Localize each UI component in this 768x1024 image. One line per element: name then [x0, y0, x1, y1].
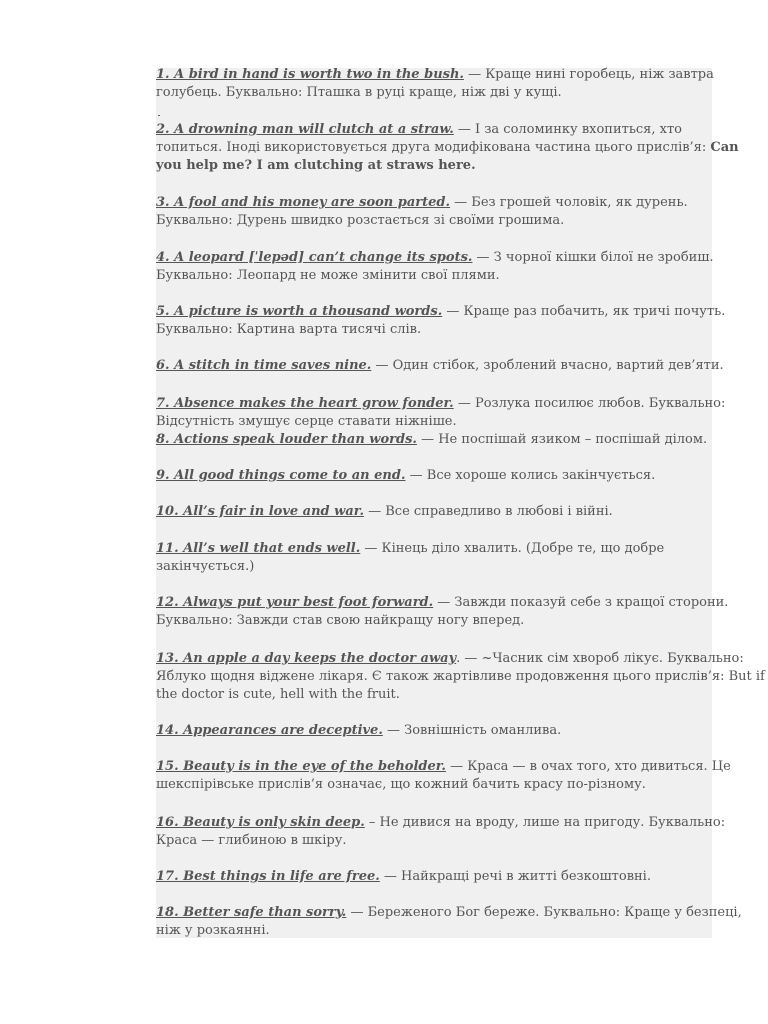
proverb-en: 6. A stitch in time saves nine.	[156, 358, 372, 373]
proverb-ua-cont: Відсутність змушує серце ставати ніжніше.	[156, 414, 457, 429]
proverb-en: 10. All’s fair in love and war.	[156, 504, 364, 519]
proverb-ua: — З чорної кішки білої не зробиш.	[472, 250, 714, 265]
stray-mark	[158, 115, 160, 116]
proverb-4	[156, 249, 712, 285]
proverb-8	[156, 431, 712, 449]
proverb-ua: — Все хороше колись закінчується.	[405, 468, 656, 483]
proverb-3	[156, 194, 712, 230]
proverb-en: 15. Beauty is in the eye of the beholder.	[156, 759, 446, 774]
proverb-en: 17. Best things in life are free.	[156, 869, 380, 884]
proverb-ua-cont2: the doctor is cute, hell with the fruit.	[156, 687, 400, 702]
proverb-en: 18. Better safe than sorry.	[156, 905, 347, 920]
proverb-11	[156, 540, 712, 576]
proverb-ua: — Не поспішай язиком – поспішай ділом.	[416, 432, 708, 447]
proverb-en: 14. Appearances are deceptive.	[156, 723, 383, 738]
proverb-ua: — Розлука посилює любов. Буквально:	[453, 396, 726, 411]
proverb-ua: — Все справедливо в любові і війні.	[363, 504, 613, 519]
proverb-6	[156, 357, 724, 375]
proverb-ua: — Найкращі речі в житті безкоштовні.	[379, 869, 651, 884]
proverb-ua-cont: Буквально: Дурень швидко розстається зі своїми грошима.	[156, 213, 565, 228]
proverb-en: 3. A fool and his money are soon parted.	[156, 195, 451, 210]
proverb-ua: — Завжди показуй себе з кращої сторони.	[433, 595, 729, 610]
proverb-12	[156, 594, 729, 630]
proverb-ua-cont: Яблуко щодня віджене лікаря. Є також жартівливе продовження цього прислів’я: But if	[156, 669, 765, 684]
proverb-15	[156, 758, 731, 794]
proverb-en: 11. All’s well that ends well.	[156, 541, 361, 556]
proverb-16	[156, 814, 726, 850]
proverb-5	[156, 303, 726, 339]
proverb-ua-cont: закінчується.)	[156, 559, 255, 574]
proverb-ua: — Краще раз побачить, як тричі почуть.	[442, 304, 726, 319]
proverb-ua-cont: Буквально: Леопард не може змінити свої плями.	[156, 268, 500, 283]
proverb-en: 16. Beauty is only skin deep.	[156, 815, 365, 830]
proverb-ua: — Кінець діло хвалить. (Добре те, що добре	[360, 541, 665, 556]
proverb-en: 1. A bird in hand is worth two in the bush.	[156, 67, 464, 82]
proverb-17	[156, 868, 712, 886]
proverb-ua: – Не дивися на вроду, лише на пригоду. Буквально:	[364, 815, 726, 830]
proverb-ua-cont: шекспірівське прислів’я означає, що кожний бачить красу по-різному.	[156, 777, 646, 792]
proverb-ua-cont: Краса — глибиною в шкіру.	[156, 833, 347, 848]
proverb-9	[156, 467, 712, 485]
proverb-13	[156, 650, 765, 704]
proverb-en: 2. A drowning man will clutch at a straw.	[156, 122, 454, 137]
proverb-ua: — Береженого Бог береже. Буквально: Краще у безпеці,	[346, 905, 742, 920]
proverb-en: 12. Always put your best foot forward.	[156, 595, 434, 610]
proverb-ua-cont: Буквально: Картина варта тисячі слів.	[156, 322, 422, 337]
proverb-ua: — Зовнішність оманлива.	[382, 723, 562, 738]
proverb-en: 7. Absence makes the heart grow fonder.	[156, 396, 454, 411]
proverb-10	[156, 503, 712, 521]
proverb-en: 13. An apple a day keeps the doctor away	[156, 651, 457, 666]
proverb-ua: . — ~Часник сім хвороб лікує. Буквально:	[456, 651, 744, 666]
proverb-ua-cont: Буквально: Завжди став свою найкращу ногу вперед.	[156, 613, 525, 628]
proverb-14	[156, 722, 712, 740]
proverb-18	[156, 904, 742, 940]
proverb-example: Can	[710, 140, 739, 155]
proverb-en: 9. All good things come to an end.	[156, 468, 406, 483]
proverb-ua: — Краса — в очах того, хто дивиться. Це	[445, 759, 731, 774]
proverb-ua: — Без грошей чоловік, як дурень.	[450, 195, 688, 210]
proverb-ua-cont: голубець. Буквально: Пташка в руці краще, ніж дві у кущі.	[156, 85, 562, 100]
proverb-ua: — І за соломинку вхопиться, хто	[453, 122, 682, 137]
proverb-example-cont: you help me? I am clutching at straws here.	[156, 158, 476, 173]
proverb-ua: — Краще нині горобець, ніж завтра	[463, 67, 714, 82]
proverb-en: 5. A picture is worth a thousand words.	[156, 304, 443, 319]
proverb-ua-cont: топиться. Іноді використовується друга модифікована частина цього прислів’я:	[156, 140, 707, 155]
proverb-7	[156, 395, 726, 431]
proverb-ua: — Один стібок, зроблений вчасно, вартий дев’яти.	[371, 358, 724, 373]
proverb-2	[156, 121, 739, 175]
proverb-ua-cont: ніж у розкаянні.	[156, 923, 270, 938]
proverb-1	[156, 66, 712, 102]
proverb-en: 4. A leopard [ˈlepəd] can’t change its spots.	[156, 250, 473, 265]
proverb-en: 8. Actions speak louder than words.	[156, 432, 417, 447]
